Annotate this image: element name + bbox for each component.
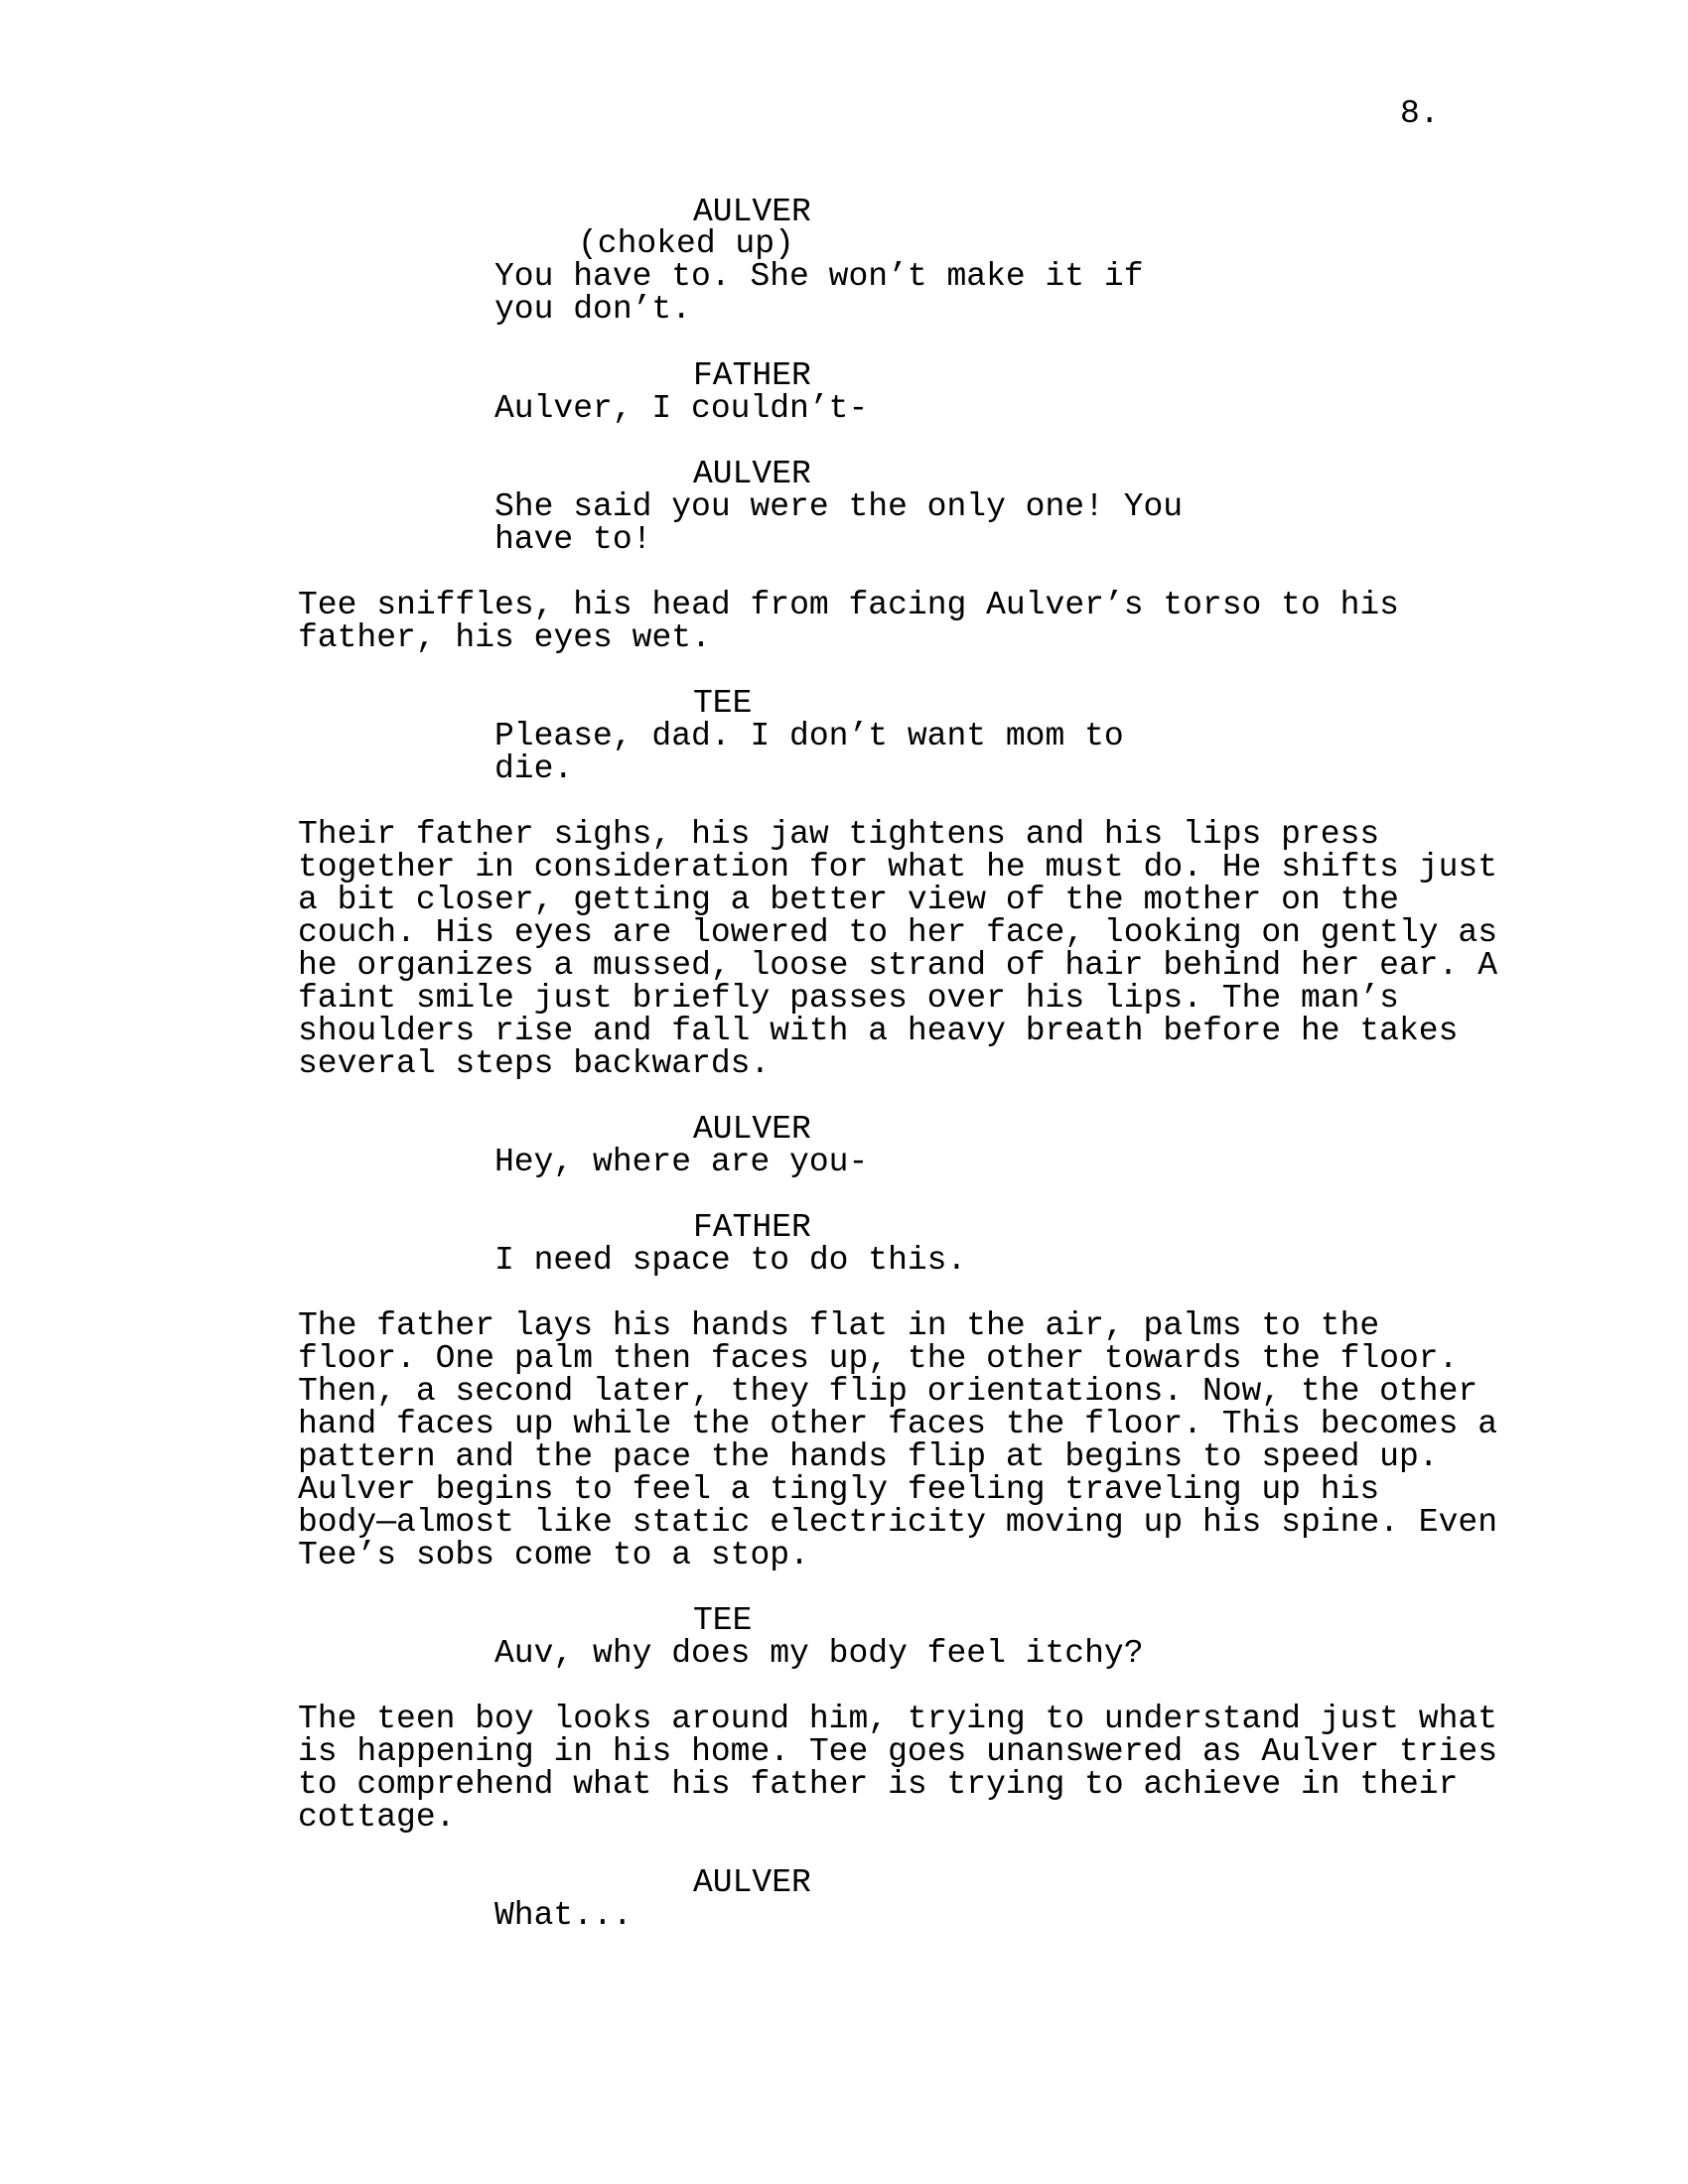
action-line: father, his eyes wet.: [298, 619, 711, 656]
dialogue-line: Auv, why does my body feel itchy?: [494, 1635, 1144, 1672]
dialogue-line: Aulver, I couldn’t-: [494, 390, 869, 427]
dialogue-line: She said you were the only one! You: [494, 488, 1184, 525]
character-name: AULVER: [693, 456, 811, 492]
action-line: The teen boy looks around him, trying to understand just what: [298, 1701, 1497, 1737]
action-line: cottage.: [298, 1799, 456, 1836]
dialogue-line: I need space to do this.: [494, 1242, 967, 1279]
action-line: hand faces up while the other faces the floor. This becomes a: [298, 1406, 1497, 1442]
action-line: to comprehend what his father is trying to achieve in their: [298, 1766, 1459, 1803]
character-name: TEE: [693, 685, 753, 722]
character-name: TEE: [693, 1602, 753, 1639]
action-line: a bit closer, getting a better view of the mother on the: [298, 882, 1399, 918]
dialogue-line: You have to. She won’t make it if: [494, 258, 1144, 295]
action-line: Tee’s sobs come to a stop.: [298, 1537, 809, 1573]
character-name: AULVER: [693, 194, 811, 230]
dialogue-line: What...: [494, 1897, 633, 1934]
character-name: FATHER: [693, 357, 811, 394]
action-line: several steps backwards.: [298, 1045, 771, 1082]
action-line: Aulver begins to feel a tingly feeling traveling up his: [298, 1471, 1380, 1508]
action-line: body—almost like static electricity moving up his spine. Even: [298, 1504, 1497, 1541]
action-line: Then, a second later, they flip orientations. Now, the other: [298, 1373, 1478, 1410]
action-line: shoulders rise and fall with a heavy breath before he takes: [298, 1013, 1459, 1049]
action-line: together in consideration for what he must do. He shifts just: [298, 849, 1497, 886]
character-name: FATHER: [693, 1209, 811, 1246]
action-line: he organizes a mussed, loose strand of hair behind her ear. A: [298, 947, 1497, 984]
dialogue-line: have to!: [494, 521, 652, 558]
dialogue-line: Hey, where are you-: [494, 1144, 869, 1180]
dialogue-line: die.: [494, 751, 574, 787]
action-line: Their father sighs, his jaw tightens and his lips press: [298, 816, 1380, 853]
dialogue-line: you don’t.: [494, 291, 692, 328]
character-name: AULVER: [693, 1111, 811, 1148]
action-line: pattern and the pace the hands flip at begins to speed up.: [298, 1438, 1439, 1475]
action-line: faint smile just briefly passes over his lips. The man’s: [298, 980, 1399, 1017]
page-number: 8.: [1400, 95, 1440, 132]
action-line: floor. One palm then faces up, the other towards the floor.: [298, 1340, 1459, 1377]
parenthetical: (choked up): [578, 225, 794, 262]
dialogue-line: Please, dad. I don’t want mom to: [494, 718, 1124, 754]
action-line: is happening in his home. Tee goes unanswered as Aulver tries: [298, 1733, 1497, 1770]
action-line: The father lays his hands flat in the air, palms to the: [298, 1307, 1380, 1344]
action-line: Tee sniffles, his head from facing Aulver’s torso to his: [298, 587, 1399, 623]
character-name: AULVER: [693, 1864, 811, 1901]
action-line: couch. His eyes are lowered to her face, looking on gently as: [298, 914, 1497, 951]
